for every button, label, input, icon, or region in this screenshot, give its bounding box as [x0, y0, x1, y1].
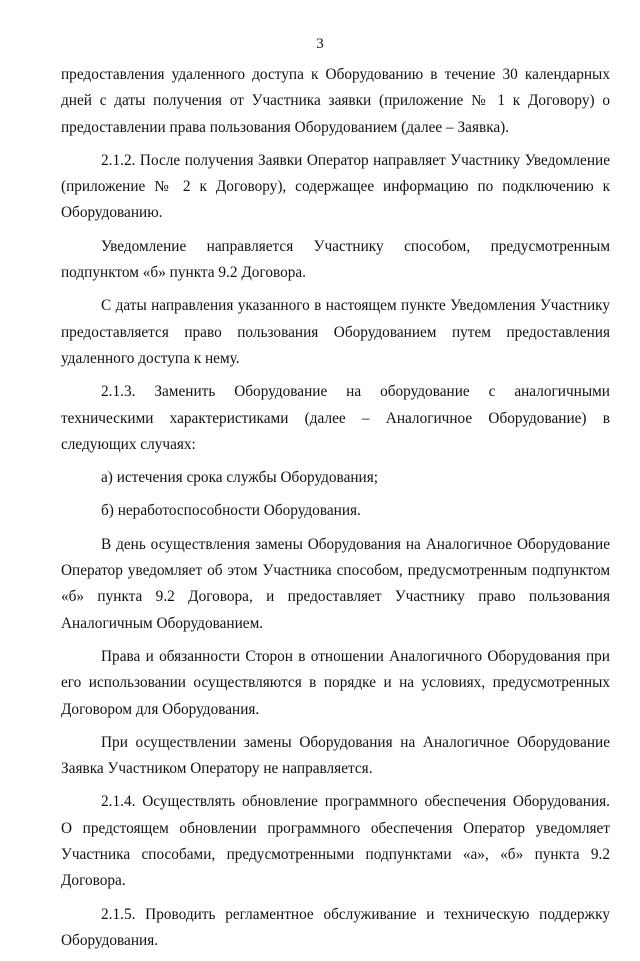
paragraph-rights-obligations: Права и обязанности Сторон в отношении Аналогичного Оборудования при его использовании осуществляются в порядке и на условиях, предусмотренных Договором для Оборудования. [61, 647, 610, 718]
page-number: 3 [316, 36, 324, 52]
paragraph-replacement-day: В день осуществления замены Оборудования на Аналогичное Оборудование Оператор уведомляет об этом Участника способом, предусмотренным подпунктом «б» пункта 9.2 Договора, и предоставляет Участнику право пользования Аналогичным Оборудованием. [61, 535, 610, 632]
document-body [61, 62, 610, 961]
paragraph-2-1-2: 2.1.2. После получения Заявки Оператор направляет Участнику Уведомление (приложение № 2 к Договору), содержащее информацию по подключению к Оборудованию. [61, 151, 610, 222]
paragraph-access-right: С даты направления указанного в настоящем пункте Уведомления Участнику предоставляется право пользования Оборудованием путем предоставления удаленного доступа к нему. [61, 297, 610, 367]
paragraph-2-1-3: 2.1.3. Заменить Оборудование на оборудование с аналогичными техническими характеристиками (далее – Аналогичное Оборудование) в следующих случаях: [61, 383, 610, 453]
paragraph-continuation: предоставления удаленного доступа к Оборудованию в течение 30 календарных дней с даты получения от Участника заявки (приложение № 1 к Договору) о предоставлении права пользования Оборудованием (далее – Заявка). [61, 66, 610, 136]
list-item-a: а) истечения срока службы Оборудования; [101, 469, 379, 487]
list-item-b: б) неработоспособности Оборудования. [101, 502, 361, 520]
paragraph-2-1-4: 2.1.4. Осуществлять обновление программного обеспечения Оборудования. О предстоящем обновлении программного обеспечения Оператор уведомляет Участника способами, предусмотренными подпунктами «а», «б» пункта 9.2 Договора. [61, 793, 610, 890]
paragraph-no-request: При осуществлении замены Оборудования на Аналогичное Оборудование Заявка Участником Оператору не направляется. [61, 733, 610, 778]
paragraph-2-1-5: 2.1.5. Проводить регламентное обслуживание и техническую поддержку Оборудования. [61, 905, 610, 949]
paragraph-notification-method: Уведомление направляется Участнику способом, предусмотренным подпунктом «б» пункта 9.2 Договора. [61, 237, 610, 282]
